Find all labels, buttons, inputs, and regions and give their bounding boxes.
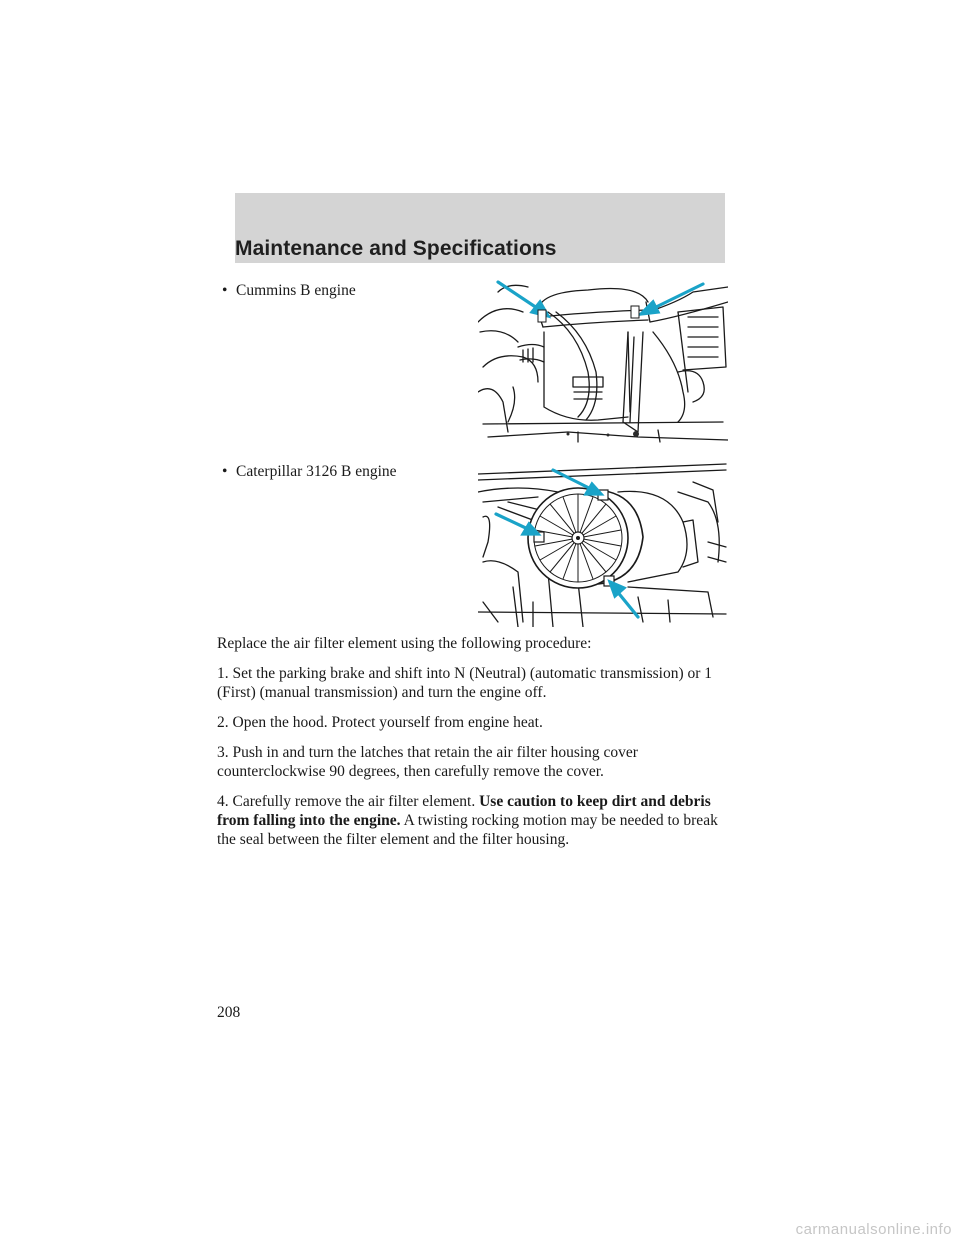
step-4-start: 4. Carefully remove the air filter element.	[217, 793, 480, 810]
page-number: 208	[217, 1004, 241, 1021]
caterpillar-air-filter-illustration	[478, 462, 728, 627]
step-4-end: A twisting rocking motion may be needed to break the seal between the filter element and the filter housing.	[217, 812, 718, 848]
procedure-intro: Replace the air filter element using the following procedure:	[217, 635, 592, 652]
procedure-step-1: 1. Set the parking brake and shift into N (Neutral) (automatic transmission) or 1 (First) (manual transmission) and turn the engine off.	[217, 665, 713, 701]
procedure-step-4	[217, 792, 732, 849]
section-title: Maintenance and Specifications	[235, 237, 557, 260]
bullet-text: Cummins B engine	[236, 282, 356, 299]
cummins-air-filter-illustration	[478, 272, 728, 444]
bullet-cummins	[222, 281, 356, 301]
step-4-warning: Use caution to keep dirt and debris from falling into the engine.	[217, 793, 711, 829]
bullet-symbol: •	[222, 282, 228, 299]
section-header	[235, 193, 725, 263]
procedure-step-2: 2. Open the hood. Protect yourself from engine heat.	[217, 714, 543, 731]
procedure-step-3: 3. Push in and turn the latches that retain the air filter housing cover counterclockwise 90 degrees, then carefully remove the cover.	[217, 744, 638, 780]
bullet-caterpillar	[222, 462, 397, 482]
bullet-symbol: •	[222, 463, 228, 480]
watermark-link[interactable]: carmanualsonline.info	[795, 1221, 952, 1238]
procedure-text	[217, 634, 732, 860]
bullet-text: Caterpillar 3126 B engine	[236, 463, 397, 480]
